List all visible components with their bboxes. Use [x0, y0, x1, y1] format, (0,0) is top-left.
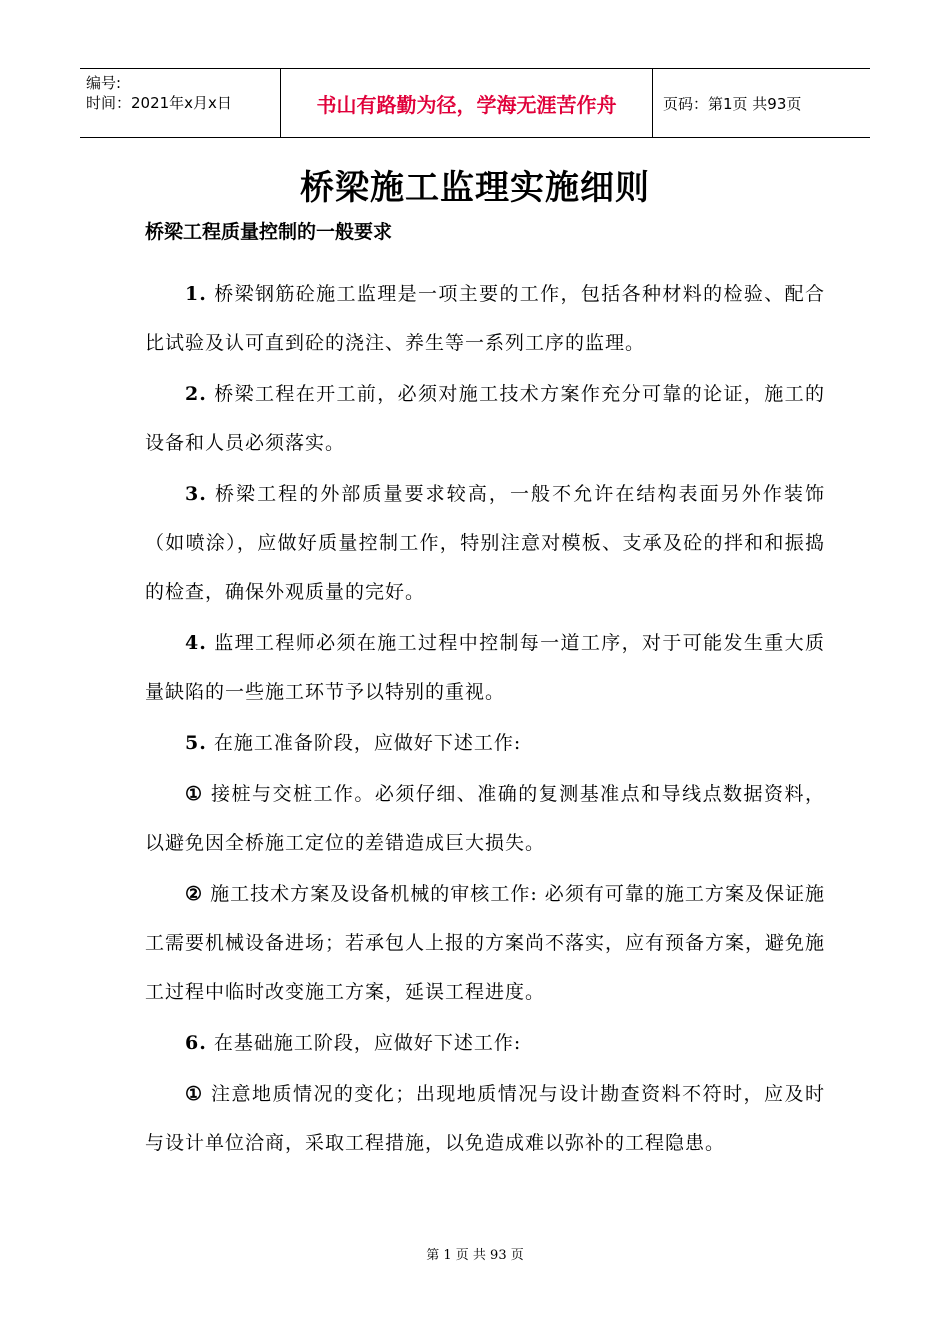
paragraph-number: 5. [185, 732, 207, 754]
paragraph-text: 桥梁工程的外部质量要求较高，一般不允许在结构表面另外作装饰（如喷涂），应做好质量控制工作，特别注意对模板、支承及砼的拌和和振捣的检查，确保外观质量的完好。 [145, 483, 825, 603]
document-title: 桥梁施工监理实施细则 [300, 168, 650, 208]
paragraph-text: 监理工程师必须在施工过程中控制每一道工序，对于可能发生重大质量缺陷的一些施工环节予以特别的重视。 [145, 632, 825, 703]
paragraph-text: 接桩与交桩工作。必须仔细、准确的复测基准点和导线点数据资料，以避免因全桥施工定位的差错造成巨大损失。 [145, 783, 825, 854]
header-motto: 书山有路勤为径，学海无涯苦作舟 [280, 69, 653, 137]
document-body [145, 214, 825, 1170]
number-label: 编号: [86, 74, 122, 92]
paragraph [145, 870, 825, 1017]
paragraph-list [145, 270, 825, 1168]
paragraph-number: 3. [185, 483, 207, 505]
paragraph-text: 桥梁工程在开工前，必须对施工技术方案作充分可靠的论证，施工的设备和人员必须落实。 [145, 383, 825, 454]
paragraph-number: 2. [185, 383, 207, 405]
page-header [80, 68, 870, 138]
header-meta [80, 69, 280, 137]
paragraph-text: 施工技术方案及设备机械的审核工作: 必须有可靠的施工方案及保证施工需要机械设备进场；若承包人上报的方案尚不落实，应有预备方案，避免施工过程中临时改变施工方案，延误工程进度。 [145, 883, 826, 1003]
paragraph [145, 1070, 825, 1168]
paragraph [145, 270, 825, 368]
paragraph-text: 桥梁钢筋砼施工监理是一项主要的工作，包括各种材料的检验、配合比试验及认可直到砼的浇注、养生等一系列工序的监理。 [145, 283, 825, 354]
paragraph [145, 470, 825, 617]
paragraph-text: 注意地质情况的变化；出现地质情况与设计勘查资料不符时，应及时与设计单位洽商，采取工程措施，以免造成难以弥补的工程隐患。 [145, 1083, 825, 1154]
time-label: 时间：2021年x月x日 [86, 94, 232, 112]
paragraph-number: 4. [185, 632, 207, 654]
paragraph-number: ② [185, 883, 204, 905]
paragraph-number: ① [185, 783, 204, 805]
paragraph [145, 1019, 825, 1068]
paragraph [145, 619, 825, 717]
paragraph [145, 370, 825, 468]
paragraph [145, 719, 825, 768]
header-page-info: 页码：第1页 共93页 [663, 94, 802, 113]
section-subheading: 桥梁工程质量控制的一般要求 [145, 221, 393, 243]
paragraph-number: ① [185, 1083, 204, 1105]
page-footer: 第 1 页 共 93 页 [426, 1248, 524, 1263]
paragraph-number: 1. [185, 283, 207, 305]
paragraph [145, 770, 825, 868]
paragraph-text: 在基础施工阶段，应做好下述工作: [206, 1032, 522, 1054]
paragraph-text: 在施工准备阶段，应做好下述工作: [206, 732, 522, 754]
paragraph-number: 6. [185, 1032, 207, 1054]
